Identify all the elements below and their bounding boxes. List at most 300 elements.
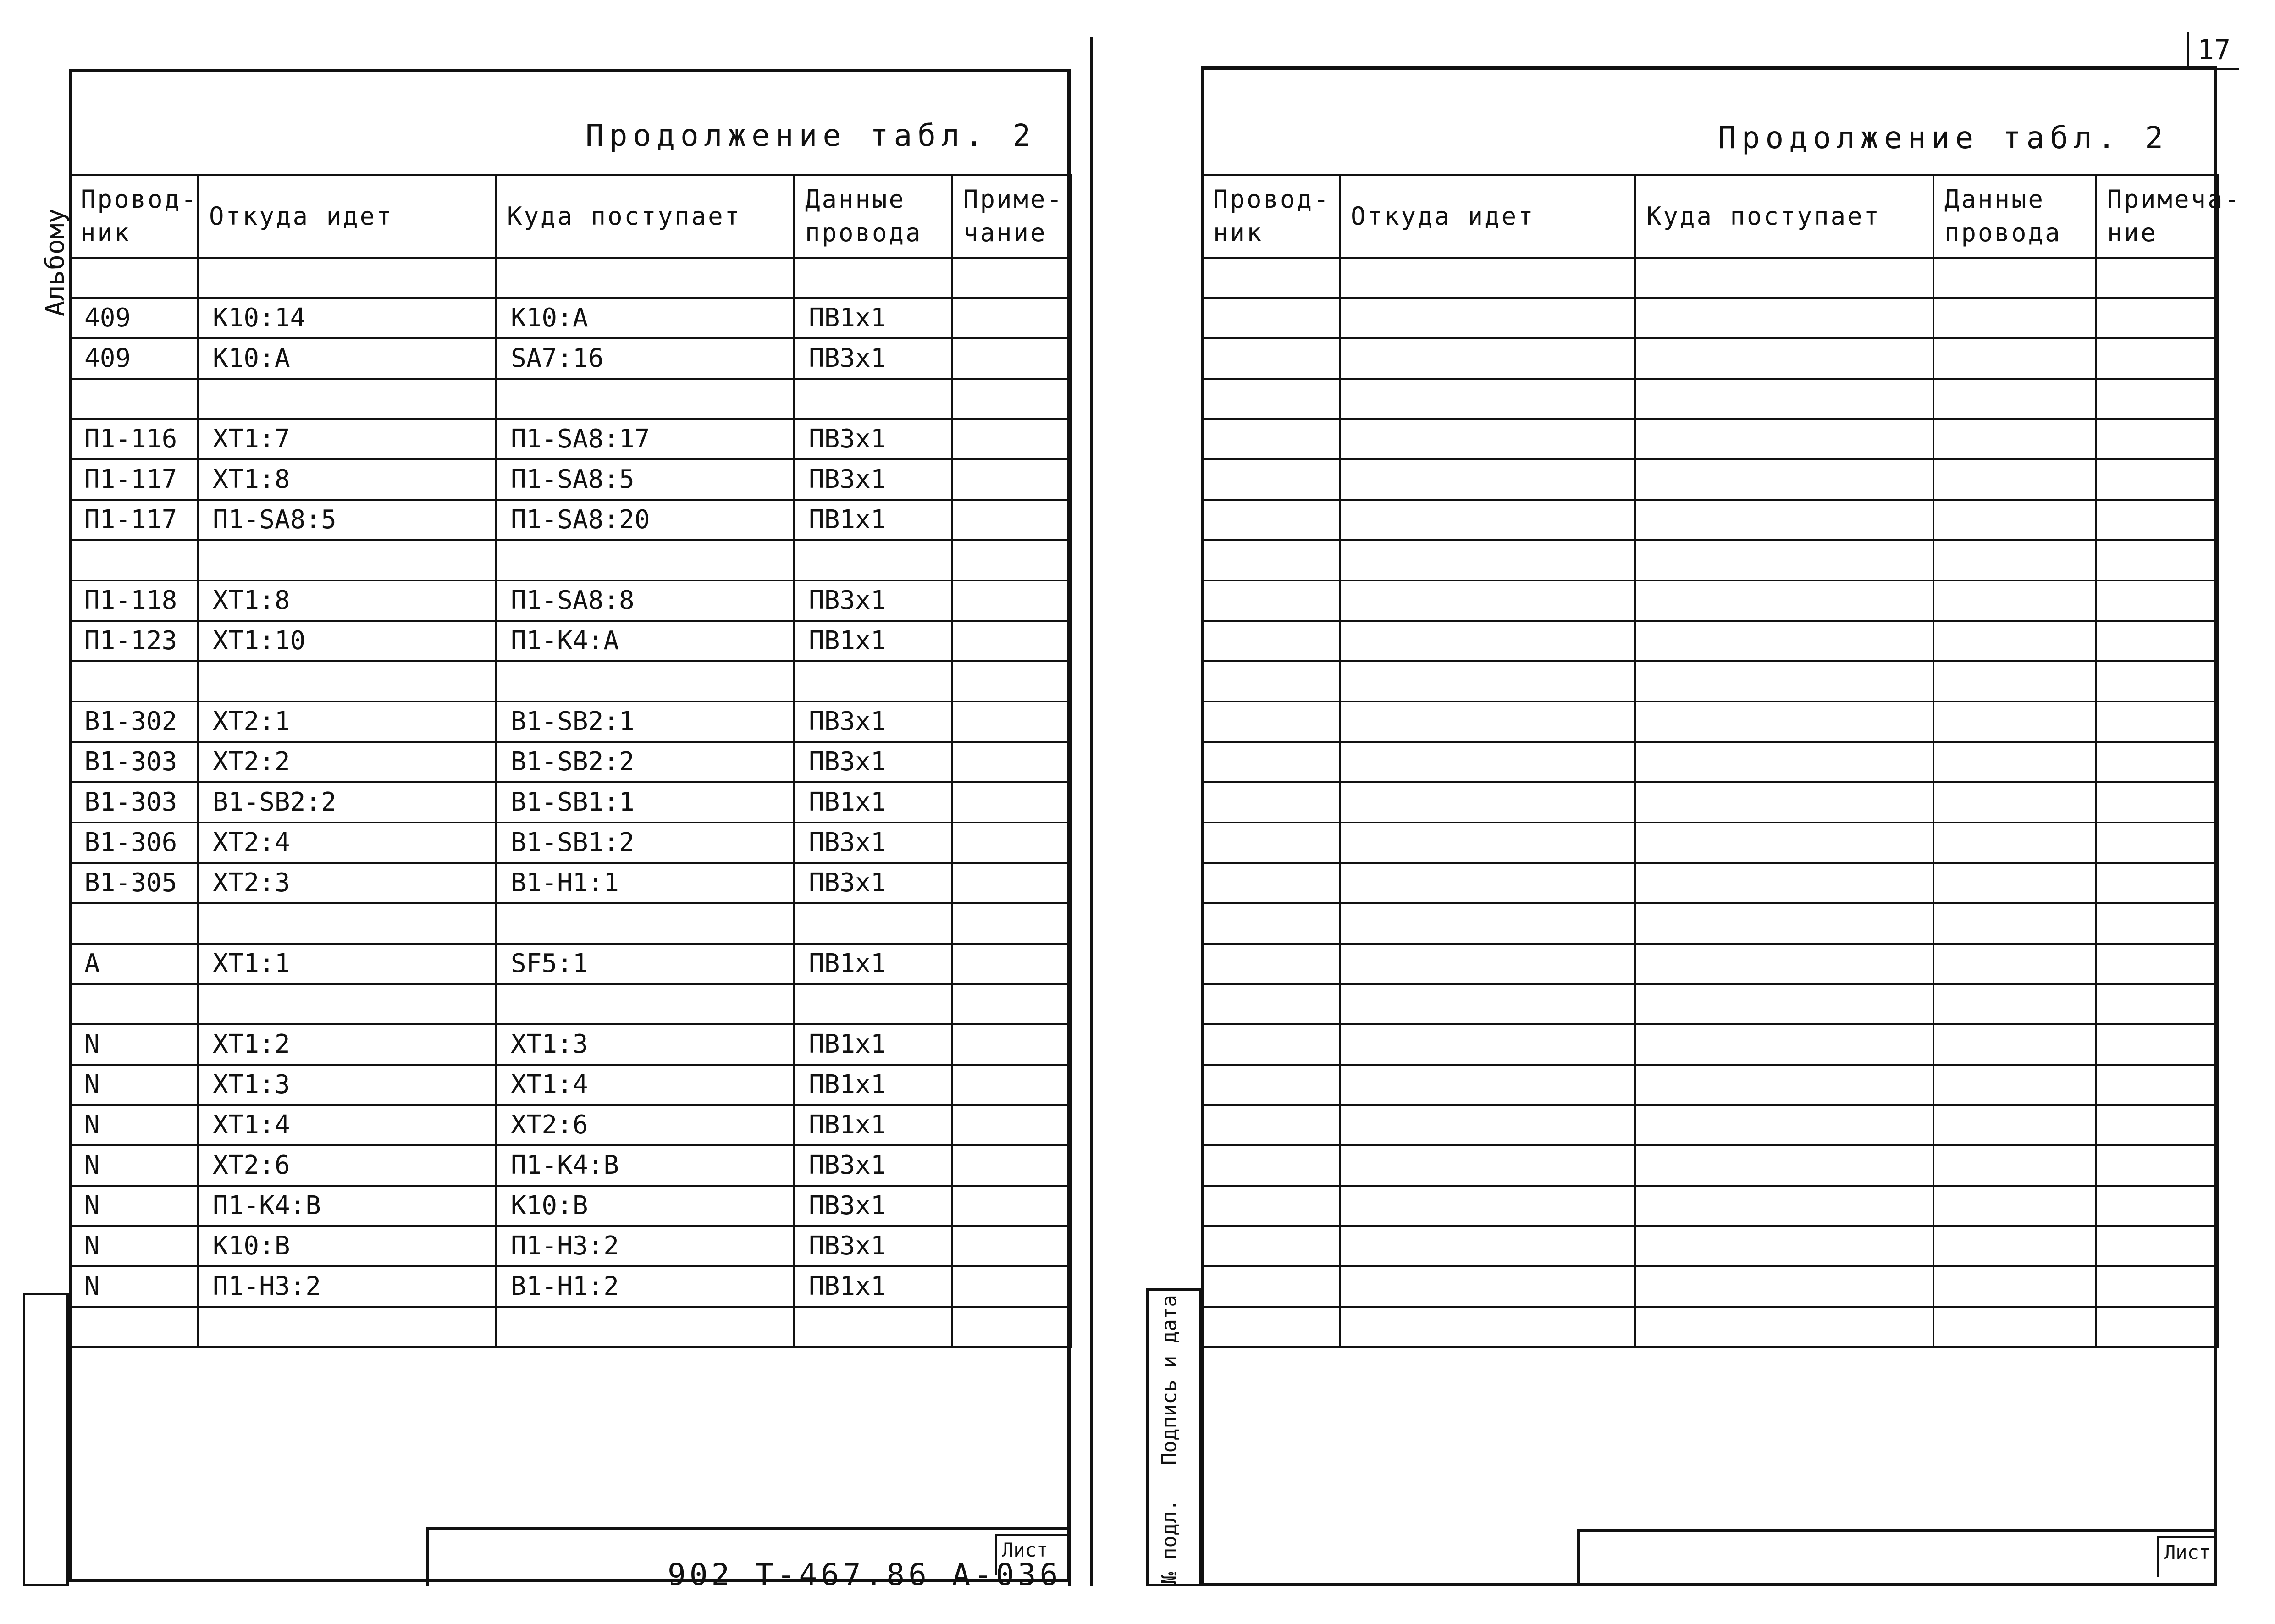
cell-wire (1202, 338, 1340, 379)
cell-from: K10:A (198, 338, 496, 379)
cell-wire-data (1933, 661, 2096, 702)
right-stamp-column (1146, 1288, 1201, 1586)
cell-from: XT1:10 (198, 621, 496, 661)
table-row (1202, 1145, 2218, 1186)
cell-to (1635, 863, 1933, 903)
cell-wire (1202, 459, 1340, 500)
table-row (1202, 1024, 2218, 1065)
cell-note (2096, 1186, 2218, 1226)
cell-note (952, 298, 1071, 338)
cell-to (1635, 782, 1933, 823)
cell-wire-data: ПВ3x1 (794, 1186, 952, 1226)
table-row (70, 1186, 1071, 1226)
cell-from (1340, 298, 1635, 338)
cell-to (1635, 419, 1933, 459)
table-row (70, 702, 1071, 742)
cell-wire-data (1933, 944, 2096, 984)
cell-note (2096, 1307, 2218, 1347)
cell-wire-data (1933, 1145, 2096, 1186)
table-row (1202, 782, 2218, 823)
right-title-block (1577, 1529, 2217, 1586)
cell-wire: П1-117 (70, 459, 198, 500)
right-sheet-label: Лист (2157, 1536, 2217, 1577)
cell-note (952, 580, 1071, 621)
cell-note (952, 419, 1071, 459)
cell-note (952, 1105, 1071, 1145)
cell-wire: N (70, 1186, 198, 1226)
cell-wire-data (1933, 823, 2096, 863)
cell-to: SA7:16 (496, 338, 794, 379)
cell-wire-data: ПВ3x1 (794, 338, 952, 379)
table-row (1202, 984, 2218, 1024)
cell-wire-data: ПВ3x1 (794, 863, 952, 903)
table-row (70, 1065, 1071, 1105)
cell-note (952, 1024, 1071, 1065)
header-note: Приме- чание (952, 175, 1071, 258)
table-row (70, 500, 1071, 540)
cell-wire (1202, 702, 1340, 742)
cell-from (1340, 903, 1635, 944)
cell-wire: П1-117 (70, 500, 198, 540)
cell-wire: B1-303 (70, 782, 198, 823)
table-row (1202, 298, 2218, 338)
table-row (1202, 580, 2218, 621)
cell-wire-data (1933, 1307, 2096, 1347)
cell-from: XT1:1 (198, 944, 496, 984)
cell-note (2096, 1105, 2218, 1145)
cell-wire (70, 984, 198, 1024)
cell-note (2096, 379, 2218, 419)
cell-to (1635, 298, 1933, 338)
cell-wire-data (794, 903, 952, 944)
cell-wire (1202, 379, 1340, 419)
table-header-row (70, 175, 1071, 258)
cell-from: П1-K4:B (198, 1186, 496, 1226)
cell-wire (70, 258, 198, 298)
cell-to: П1-H3:2 (496, 1226, 794, 1266)
table-row (70, 661, 1071, 702)
cell-wire-data: ПВ1x1 (794, 1065, 952, 1105)
cell-from: XT1:3 (198, 1065, 496, 1105)
cell-to (1635, 1266, 1933, 1307)
table-row (70, 459, 1071, 500)
cell-wire-data (1933, 338, 2096, 379)
header-from: Откуда идет (1340, 175, 1635, 258)
cell-from (1340, 823, 1635, 863)
cell-note (2096, 298, 2218, 338)
cell-to (1635, 661, 1933, 702)
cell-wire-data: ПВ3x1 (794, 459, 952, 500)
table-row (70, 540, 1071, 580)
table-row (1202, 1266, 2218, 1307)
cell-wire (1202, 1266, 1340, 1307)
table-row (70, 258, 1071, 298)
cell-wire-data (794, 379, 952, 419)
cell-to (1635, 338, 1933, 379)
table-row (1202, 1226, 2218, 1266)
cell-note (2096, 903, 2218, 944)
cell-wire-data: ПВ3x1 (794, 580, 952, 621)
cell-wire-data: ПВ3x1 (794, 742, 952, 782)
cell-note (952, 702, 1071, 742)
cell-to (1635, 1065, 1933, 1105)
cell-note (952, 782, 1071, 823)
left-table-caption: Продолжение табл. 2 (585, 118, 1036, 153)
cell-wire-data (794, 661, 952, 702)
cell-wire: П1-123 (70, 621, 198, 661)
cell-from (1340, 1065, 1635, 1105)
cell-wire-data: ПВ3x1 (794, 1226, 952, 1266)
cell-note (2096, 1024, 2218, 1065)
cell-wire: N (70, 1024, 198, 1065)
cell-wire-data: ПВ3x1 (794, 823, 952, 863)
cell-wire-data (1933, 1024, 2096, 1065)
cell-note (952, 1065, 1071, 1105)
cell-wire: B1-302 (70, 702, 198, 742)
header-wire: Провод- ник (1202, 175, 1340, 258)
cell-to (1635, 984, 1933, 1024)
cell-wire-data (1933, 298, 2096, 338)
cell-wire-data (1933, 984, 2096, 1024)
cell-wire (1202, 580, 1340, 621)
cell-from (198, 540, 496, 580)
cell-note (2096, 1266, 2218, 1307)
cell-from (198, 379, 496, 419)
cell-wire (1202, 258, 1340, 298)
cell-wire-data (1933, 419, 2096, 459)
cell-to (496, 984, 794, 1024)
cell-note (952, 338, 1071, 379)
table-row (1202, 1065, 2218, 1105)
cell-wire-data: ПВ1x1 (794, 782, 952, 823)
header-wire-data: Данные провода (1933, 175, 2096, 258)
cell-to: B1-SB1:2 (496, 823, 794, 863)
table-row (1202, 540, 2218, 580)
cell-to (496, 661, 794, 702)
cell-wire-data: ПВ3x1 (794, 702, 952, 742)
cell-wire-data (1933, 379, 2096, 419)
cell-to (1635, 540, 1933, 580)
cell-to: B1-SB1:1 (496, 782, 794, 823)
cell-to (496, 379, 794, 419)
cell-wire: N (70, 1105, 198, 1145)
cell-note (2096, 621, 2218, 661)
cell-note (952, 1226, 1071, 1266)
cell-wire: 409 (70, 338, 198, 379)
cell-to (1635, 580, 1933, 621)
cell-from: XT2:3 (198, 863, 496, 903)
cell-to (1635, 621, 1933, 661)
table-row (70, 782, 1071, 823)
table-row (1202, 944, 2218, 984)
cell-wire: П1-116 (70, 419, 198, 459)
cell-note (952, 379, 1071, 419)
album-label: Альбому (40, 208, 70, 316)
table-row (1202, 1307, 2218, 1347)
cell-wire-data (794, 1307, 952, 1347)
cell-from: K10:14 (198, 298, 496, 338)
table-row (70, 903, 1071, 944)
header-to: Куда поступает (496, 175, 794, 258)
cell-from (198, 903, 496, 944)
cell-to (1635, 823, 1933, 863)
cell-note (952, 1266, 1071, 1307)
cell-to (1635, 1145, 1933, 1186)
cell-wire-data (1933, 782, 2096, 823)
cell-from (1340, 580, 1635, 621)
cell-from: П1-H3:2 (198, 1266, 496, 1307)
cell-wire (70, 1307, 198, 1347)
cell-note (952, 944, 1071, 984)
cell-wire-data: ПВ3x1 (794, 419, 952, 459)
cell-wire-data (1933, 258, 2096, 298)
cell-wire (70, 379, 198, 419)
header-note: Примеча- ние (2096, 175, 2218, 258)
cell-from: XT1:7 (198, 419, 496, 459)
cell-wire-data: ПВ1x1 (794, 1105, 952, 1145)
header-from: Откуда идет (198, 175, 496, 258)
cell-wire-data (1933, 459, 2096, 500)
cell-note (2096, 580, 2218, 621)
cell-wire-data: ПВ3x1 (794, 1145, 952, 1186)
cell-note (952, 742, 1071, 782)
table-row (1202, 1186, 2218, 1226)
cell-note (2096, 661, 2218, 702)
cell-to: XT1:3 (496, 1024, 794, 1065)
cell-wire (1202, 944, 1340, 984)
cell-wire: B1-303 (70, 742, 198, 782)
cell-note (2096, 782, 2218, 823)
cell-to: П1-SA8:8 (496, 580, 794, 621)
cell-note (952, 984, 1071, 1024)
table-row (70, 1145, 1071, 1186)
cell-wire (1202, 1186, 1340, 1226)
cell-wire (1202, 1145, 1340, 1186)
cell-wire-data (1933, 621, 2096, 661)
cell-to (496, 1307, 794, 1347)
cell-to (1635, 742, 1933, 782)
cell-wire-data (1933, 1065, 2096, 1105)
cell-from (1340, 419, 1635, 459)
cell-note (2096, 823, 2218, 863)
cell-wire (1202, 1226, 1340, 1266)
table-row (1202, 459, 2218, 500)
cell-wire (1202, 1307, 1340, 1347)
cell-from: П1-SA8:5 (198, 500, 496, 540)
cell-to: B1-H1:2 (496, 1266, 794, 1307)
right-wire-table (1201, 174, 2242, 1348)
cell-note (952, 823, 1071, 863)
table-row (70, 1226, 1071, 1266)
cell-wire: N (70, 1065, 198, 1105)
cell-to: П1-SA8:20 (496, 500, 794, 540)
cell-wire (1202, 500, 1340, 540)
cell-from (1340, 702, 1635, 742)
cell-note (952, 903, 1071, 944)
cell-wire (1202, 782, 1340, 823)
table-row (1202, 702, 2218, 742)
cell-from (1340, 661, 1635, 702)
cell-to (496, 258, 794, 298)
cell-note (952, 1307, 1071, 1347)
cell-note (2096, 1226, 2218, 1266)
table-row (1202, 1105, 2218, 1145)
table-row (70, 1307, 1071, 1347)
cell-to: SF5:1 (496, 944, 794, 984)
cell-wire: N (70, 1145, 198, 1186)
cell-from (1340, 1024, 1635, 1065)
cell-note (2096, 500, 2218, 540)
cell-to: П1-K4:B (496, 1145, 794, 1186)
cell-from: XT1:8 (198, 580, 496, 621)
cell-to (1635, 1226, 1933, 1266)
cell-note (952, 540, 1071, 580)
header-to: Куда поступает (1635, 175, 1933, 258)
cell-wire-data (1933, 702, 2096, 742)
cell-wire-data: ПВ1x1 (794, 621, 952, 661)
cell-from (1340, 1226, 1635, 1266)
stamp-original-number: № подл. (1158, 1499, 1181, 1584)
cell-wire-data (1933, 903, 2096, 944)
left-title-block (426, 1527, 1071, 1592)
header-wire: Провод- ник (70, 175, 198, 258)
cell-wire-data (1933, 1186, 2096, 1226)
cell-from: XT1:2 (198, 1024, 496, 1065)
cell-wire: B1-305 (70, 863, 198, 903)
cell-from (1340, 1186, 1635, 1226)
cell-to (1635, 1186, 1933, 1226)
cell-wire (1202, 540, 1340, 580)
cell-note (2096, 702, 2218, 742)
header-wire-data: Данные провода (794, 175, 952, 258)
cell-from (1340, 1266, 1635, 1307)
table-row (1202, 863, 2218, 903)
cell-from (1340, 459, 1635, 500)
cell-wire (1202, 984, 1340, 1024)
right-table-caption: Продолжение табл. 2 (1718, 120, 2169, 155)
cell-to (1635, 1105, 1933, 1145)
cell-from: B1-SB2:2 (198, 782, 496, 823)
left-sheet-label: Лист (995, 1534, 1071, 1575)
cell-note (952, 258, 1071, 298)
cell-wire (1202, 742, 1340, 782)
table-row (70, 1105, 1071, 1145)
cell-to (1635, 702, 1933, 742)
cell-note (2096, 459, 2218, 500)
cell-to (1635, 258, 1933, 298)
cell-to: K10:B (496, 1186, 794, 1226)
cell-wire (70, 540, 198, 580)
cell-note (952, 500, 1071, 540)
cell-from (1340, 500, 1635, 540)
cell-note (952, 863, 1071, 903)
cell-from (198, 984, 496, 1024)
cell-note (952, 459, 1071, 500)
cell-from (1340, 1105, 1635, 1145)
table-row (1202, 338, 2218, 379)
cell-to (496, 540, 794, 580)
cell-from (198, 258, 496, 298)
cell-wire: A (70, 944, 198, 984)
table-header-row (1202, 175, 2218, 258)
page-number: 17 (2187, 32, 2239, 70)
cell-wire-data: ПВ1x1 (794, 1266, 952, 1307)
table-row (1202, 419, 2218, 459)
table-row (1202, 903, 2218, 944)
cell-note (2096, 258, 2218, 298)
cell-to: XT2:6 (496, 1105, 794, 1145)
cell-note (2096, 742, 2218, 782)
table-row (70, 580, 1071, 621)
cell-from (1340, 863, 1635, 903)
center-divider (1090, 37, 1093, 1586)
cell-from: XT1:4 (198, 1105, 496, 1145)
table-row (70, 823, 1071, 863)
cell-to (1635, 379, 1933, 419)
cell-wire-data (1933, 742, 2096, 782)
stamp-signature-date: Подпись и дата (1158, 1295, 1181, 1465)
cell-from (1340, 338, 1635, 379)
cell-wire-data (794, 258, 952, 298)
table-row (70, 944, 1071, 984)
cell-to: K10:A (496, 298, 794, 338)
cell-wire: N (70, 1266, 198, 1307)
cell-wire-data (1933, 1105, 2096, 1145)
table-row (1202, 379, 2218, 419)
cell-from (198, 661, 496, 702)
cell-from (1340, 944, 1635, 984)
cell-wire: N (70, 1226, 198, 1266)
cell-from (1340, 742, 1635, 782)
cell-to: B1-SB2:1 (496, 702, 794, 742)
cell-wire-data: ПВ1x1 (794, 944, 952, 984)
table-row (70, 1024, 1071, 1065)
cell-from (1340, 621, 1635, 661)
cell-to: П1-SA8:17 (496, 419, 794, 459)
cell-wire (70, 903, 198, 944)
cell-from (1340, 984, 1635, 1024)
table-row (70, 621, 1071, 661)
cell-wire (1202, 863, 1340, 903)
table-row (1202, 621, 2218, 661)
table-row (70, 298, 1071, 338)
cell-to: XT1:4 (496, 1065, 794, 1105)
cell-wire (1202, 1105, 1340, 1145)
table-row (70, 863, 1071, 903)
cell-note (2096, 863, 2218, 903)
cell-wire-data (1933, 580, 2096, 621)
cell-to: П1-K4:A (496, 621, 794, 661)
cell-wire-data (1933, 1266, 2096, 1307)
table-row (1202, 500, 2218, 540)
cell-to (1635, 1024, 1933, 1065)
table-row (1202, 258, 2218, 298)
cell-note (2096, 419, 2218, 459)
left-stamp-column (23, 1293, 69, 1586)
table-row (1202, 661, 2218, 702)
cell-wire: П1-118 (70, 580, 198, 621)
cell-wire (1202, 661, 1340, 702)
cell-wire (1202, 621, 1340, 661)
left-wire-table (69, 174, 1072, 1348)
cell-from (1340, 1145, 1635, 1186)
cell-from (1340, 540, 1635, 580)
cell-to: П1-SA8:5 (496, 459, 794, 500)
cell-wire-data: ПВ1x1 (794, 500, 952, 540)
table-row (70, 338, 1071, 379)
cell-wire-data (1933, 540, 2096, 580)
cell-wire (1202, 823, 1340, 863)
